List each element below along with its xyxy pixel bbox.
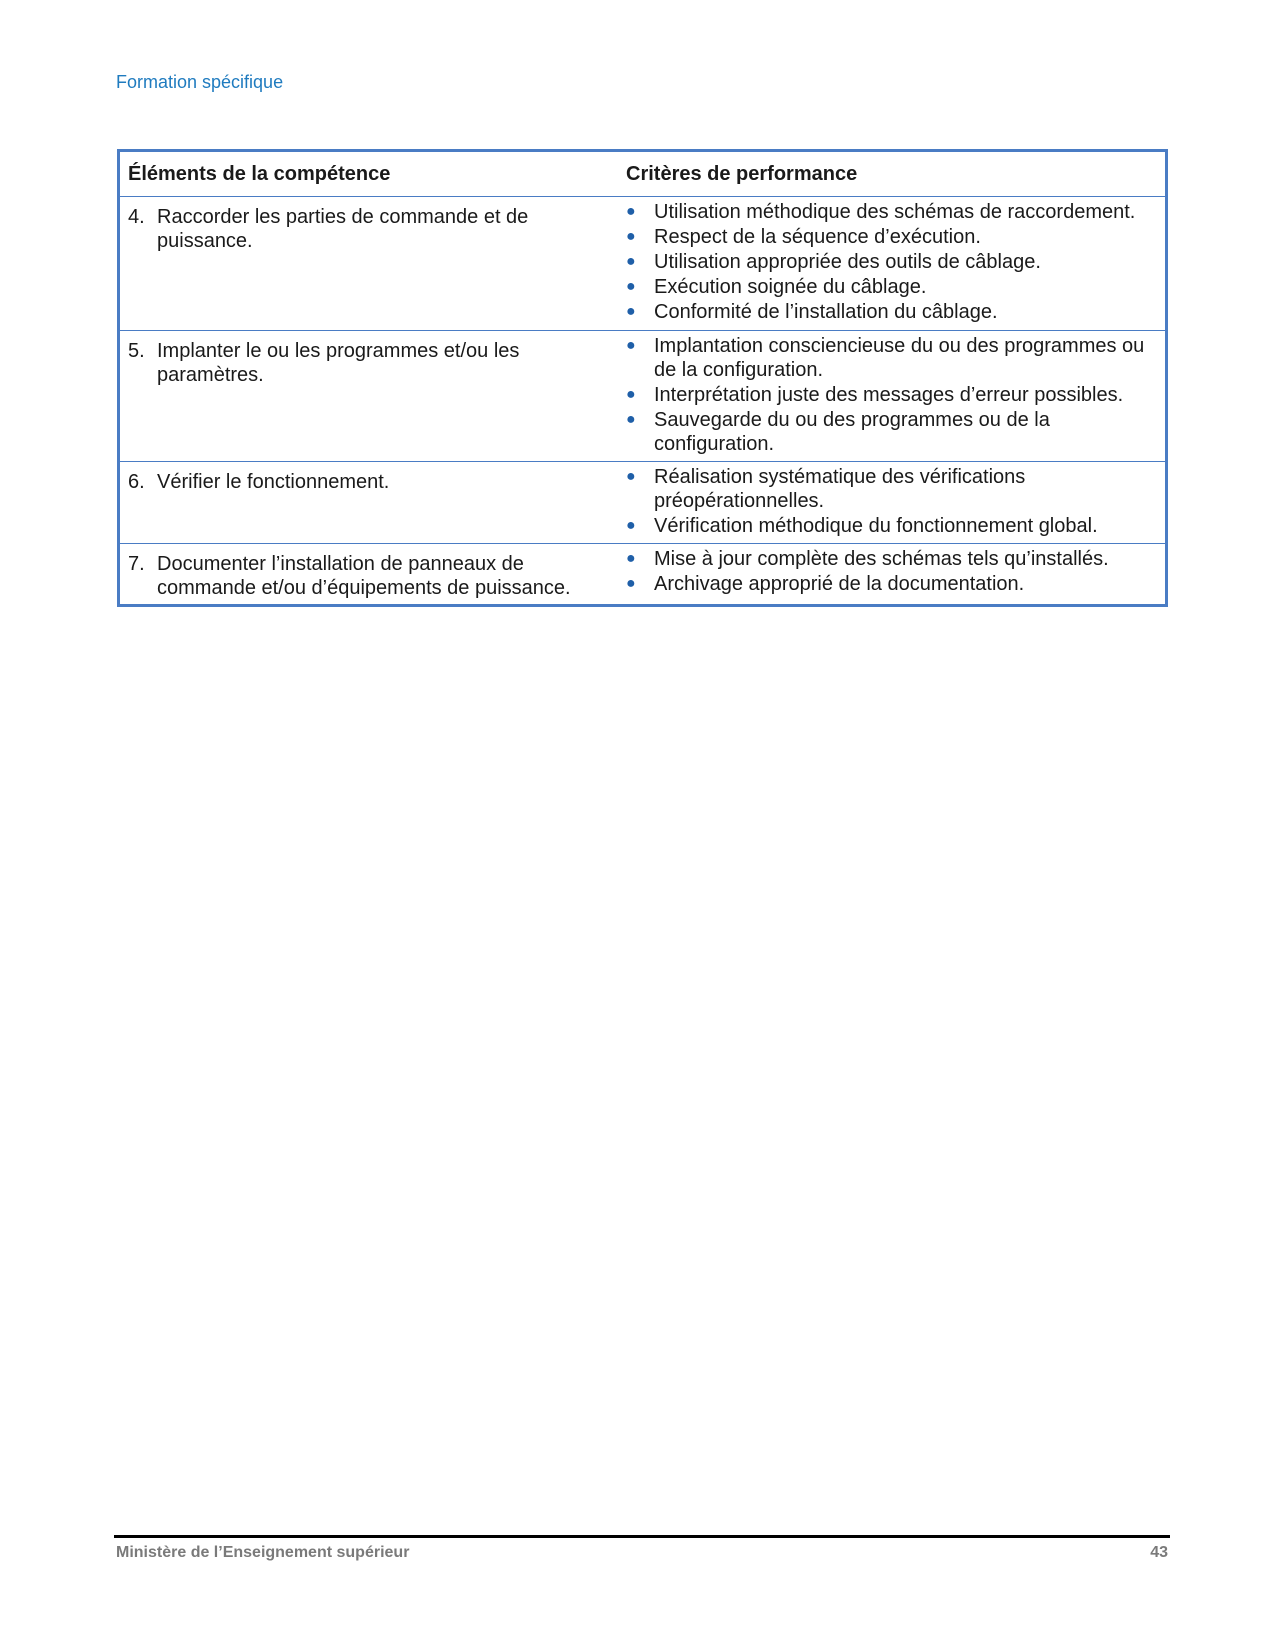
footer-ministry: Ministère de l’Enseignement supérieur bbox=[116, 1544, 410, 1561]
bullet-icon: ● bbox=[626, 411, 636, 428]
bullet-icon: ● bbox=[626, 468, 636, 485]
bullet-icon: ● bbox=[626, 386, 636, 403]
element-cell bbox=[120, 331, 618, 461]
element-text: Raccorder les parties de commande et de puissance. bbox=[157, 206, 529, 252]
list-item bbox=[626, 275, 1159, 299]
element-cell bbox=[120, 197, 618, 330]
list-item bbox=[626, 225, 1159, 249]
criterion-text: Sauvegarde du ou des programmes ou de la configuration. bbox=[654, 409, 1050, 455]
criterion-text: Conformité de l’installation du câblage. bbox=[654, 301, 998, 323]
bullet-icon: ● bbox=[626, 303, 636, 320]
criterion-text: Respect de la séquence d’exécution. bbox=[654, 226, 981, 248]
bullet-icon: ● bbox=[626, 278, 636, 295]
list-item bbox=[626, 514, 1159, 538]
element-number: 6. bbox=[128, 471, 145, 493]
table-row bbox=[120, 461, 1165, 543]
element-text: Implanter le ou les programmes et/ou les paramètres. bbox=[157, 340, 520, 386]
criterion-text: Mise à jour complète des schémas tels qu’installés. bbox=[654, 548, 1109, 570]
list-item bbox=[626, 334, 1159, 382]
footer-divider bbox=[114, 1535, 1170, 1538]
criterion-text: Réalisation systématique des vérifications préopérationnelles. bbox=[654, 466, 1026, 512]
column-header-criteria: Critères de performance bbox=[626, 162, 858, 185]
criterion-text: Implantation consciencieuse du ou des programmes ou de la configuration. bbox=[654, 335, 1145, 381]
criteria-cell bbox=[618, 544, 1165, 604]
competence-table bbox=[117, 149, 1168, 607]
list-item bbox=[626, 465, 1159, 513]
criterion-text: Exécution soignée du câblage. bbox=[654, 276, 927, 298]
bullet-icon: ● bbox=[626, 575, 636, 592]
list-item bbox=[626, 383, 1159, 407]
element-text: Vérifier le fonctionnement. bbox=[157, 471, 390, 493]
page-header-section-title: Formation spécifique bbox=[116, 72, 284, 92]
list-item bbox=[626, 250, 1159, 274]
bullet-icon: ● bbox=[626, 517, 636, 534]
list-item bbox=[626, 200, 1159, 224]
bullet-icon: ● bbox=[626, 228, 636, 245]
list-item bbox=[626, 300, 1159, 324]
criteria-cell bbox=[618, 197, 1165, 330]
criterion-text: Utilisation appropriée des outils de câblage. bbox=[654, 251, 1041, 273]
list-item bbox=[626, 408, 1159, 456]
table-row bbox=[120, 330, 1165, 461]
criterion-text: Vérification méthodique du fonctionnement global. bbox=[654, 515, 1098, 537]
footer-page-number: 43 bbox=[1150, 1544, 1168, 1561]
bullet-icon: ● bbox=[626, 253, 636, 270]
criterion-text: Archivage approprié de la documentation. bbox=[654, 573, 1025, 595]
element-number: 4. bbox=[128, 206, 145, 228]
criteria-cell bbox=[618, 331, 1165, 461]
list-item bbox=[626, 547, 1159, 571]
element-number: 5. bbox=[128, 340, 145, 362]
column-header-elements: Éléments de la compétence bbox=[128, 162, 391, 185]
table-row bbox=[120, 543, 1165, 604]
bullet-icon: ● bbox=[626, 337, 636, 354]
criterion-text: Interprétation juste des messages d’erreur possibles. bbox=[654, 384, 1124, 406]
bullet-icon: ● bbox=[626, 550, 636, 567]
table-row bbox=[120, 196, 1165, 330]
list-item bbox=[626, 572, 1159, 596]
criterion-text: Utilisation méthodique des schémas de raccordement. bbox=[654, 201, 1136, 223]
element-number: 7. bbox=[128, 553, 145, 575]
element-cell bbox=[120, 544, 618, 604]
criteria-cell bbox=[618, 462, 1165, 543]
table-header-row bbox=[120, 152, 1165, 196]
bullet-icon: ● bbox=[626, 203, 636, 220]
element-text: Documenter l’installation de panneaux de commande et/ou d’équipements de puissance. bbox=[157, 553, 571, 599]
element-cell bbox=[120, 462, 618, 543]
